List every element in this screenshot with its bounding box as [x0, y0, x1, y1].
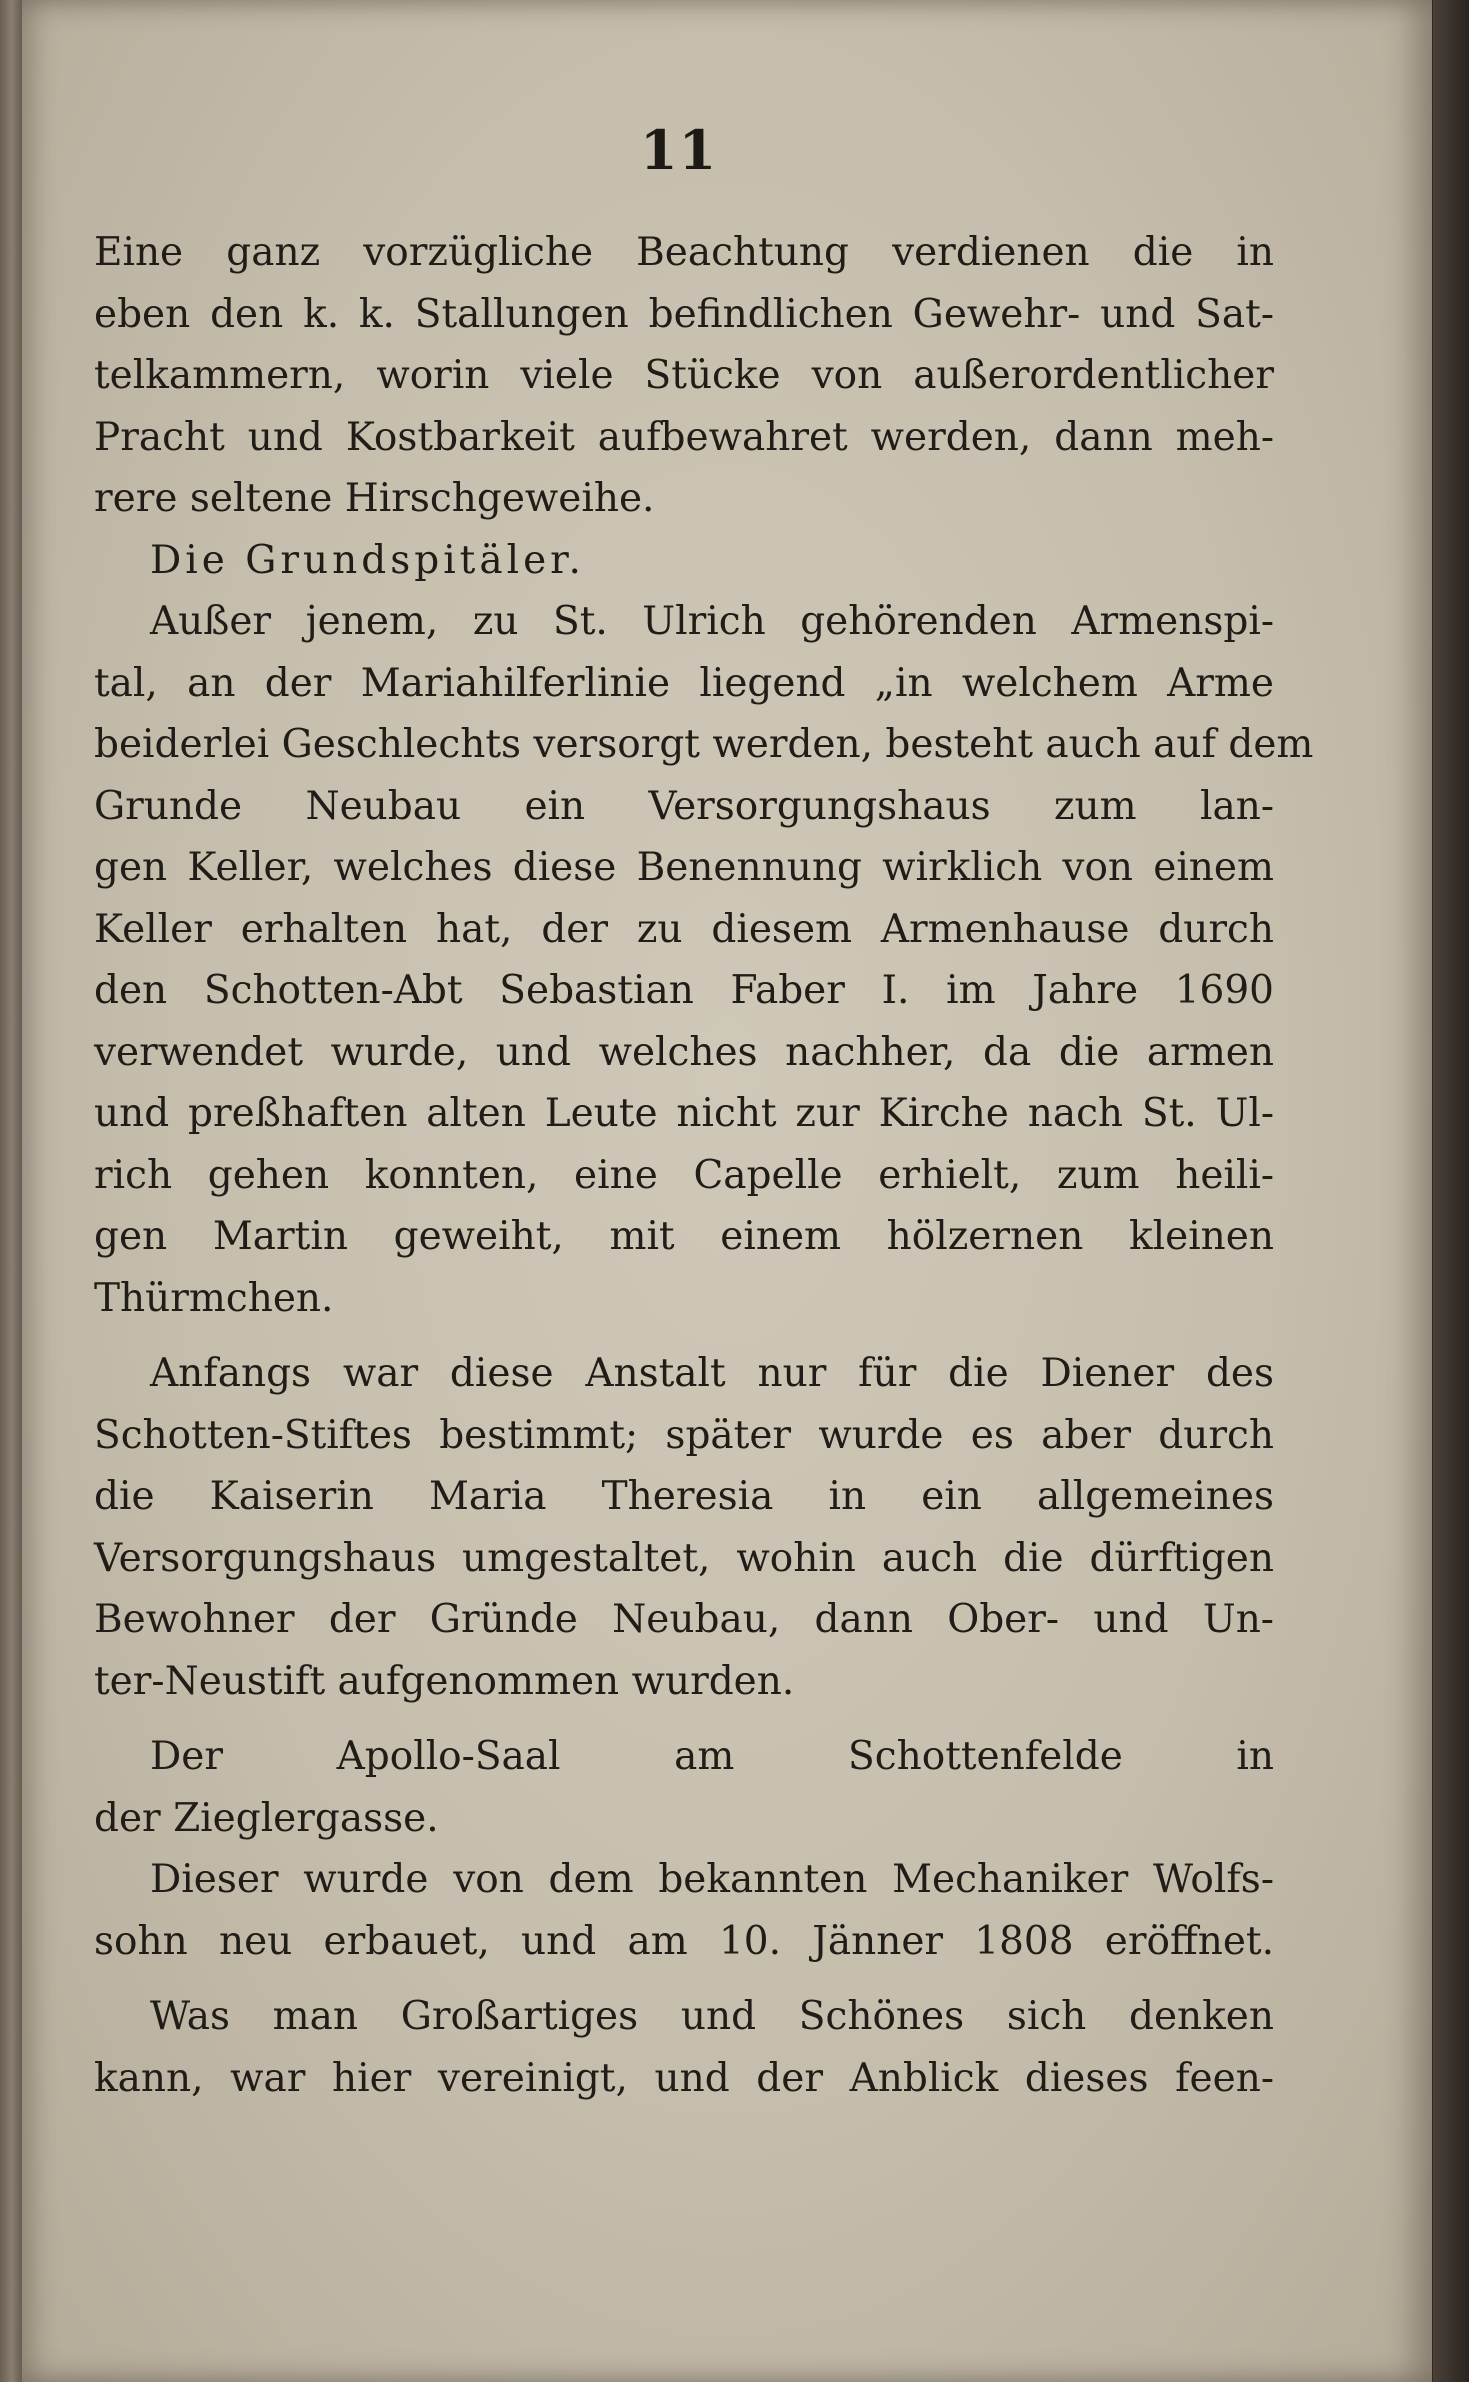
text-line: ter-Neustift aufgenommen wurden.	[94, 1658, 795, 1704]
text-line: kann, war hier vereinigt, und der Anblick dieses feen-	[94, 2055, 1274, 2101]
text-line: rere seltene Hirschgeweihe.	[94, 476, 655, 521]
text-line: eben den k. k. Stallungen befindlichen Gewehr- und Sat-	[94, 291, 1274, 337]
text-line: Bewohner der Gründe Neubau, dann Ober- und Un-	[94, 1597, 1274, 1642]
text-line: rich gehen konnten, eine Capelle erhielt, zum heili-	[94, 1152, 1274, 1198]
text-line: Dieser wurde von dem bekannten Mechaniker Wolfs-	[150, 1857, 1274, 1902]
book-fore-edge	[1433, 0, 1469, 2382]
text-line: gen Keller, welches diese Benennung wirklich von einem	[94, 845, 1274, 890]
text-line: verwendet wurde, und welches nachher, da die armen	[94, 1029, 1274, 1075]
text-line: Versorgungshaus umgestaltet, wohin auch die dürftigen	[94, 1535, 1274, 1581]
text-line: den Schotten-Abt Sebastian Faber I. im Jahre 1690	[94, 968, 1274, 1013]
text-line: telkammern, worin viele Stücke von außerordentlicher	[94, 353, 1274, 398]
text-line: tal, an der Mariahilferlinie liegend „in welchem Arme	[94, 660, 1274, 706]
text-line: Pracht und Kostbarkeit aufbewahret werden, dann meh-	[94, 414, 1274, 460]
book-page	[22, 0, 1432, 2382]
text-line: Thürmchen.	[94, 1275, 334, 1321]
page-number: 11	[640, 118, 718, 182]
section-heading: Die Grundspitäler.	[150, 537, 585, 583]
text-line: sohn neu erbauet, und am 10. Jänner 1808 eröffnet.	[94, 1918, 1274, 1964]
text-line: Außer jenem, zu St. Ulrich gehörenden Armenspi-	[150, 599, 1274, 644]
text-line: gen Martin geweiht, mit einem hölzernen kleinen	[94, 1214, 1274, 1259]
text-line: und preßhaften alten Leute nicht zur Kirche nach St. Ul-	[94, 1091, 1274, 1136]
text-line: Anfangs war diese Anstalt nur für die Diener des	[150, 1351, 1274, 1396]
text-line: Schotten-Stiftes bestimmt; später wurde es aber durch	[94, 1412, 1274, 1458]
text-line: Keller erhalten hat, der zu diesem Armenhause durch	[94, 906, 1274, 952]
section-heading: der Zieglergasse.	[94, 1795, 439, 1841]
text-line: Grunde Neubau ein Versorgungshaus zum lan-	[94, 783, 1274, 829]
text-line: Eine ganz vorzügliche Beachtung verdienen die in	[94, 230, 1274, 275]
text-line: die Kaiserin Maria Theresia in ein allgemeines	[94, 1474, 1274, 1519]
page-body-text	[94, 222, 1314, 2109]
text-line: beiderlei Geschlechts versorgt werden, besteht auch auf dem	[94, 722, 1314, 767]
text-line: Was man Großartiges und Schönes sich denken	[150, 1994, 1274, 2039]
section-heading: Der Apollo-Saal am Schottenfelde in	[150, 1734, 1274, 1779]
